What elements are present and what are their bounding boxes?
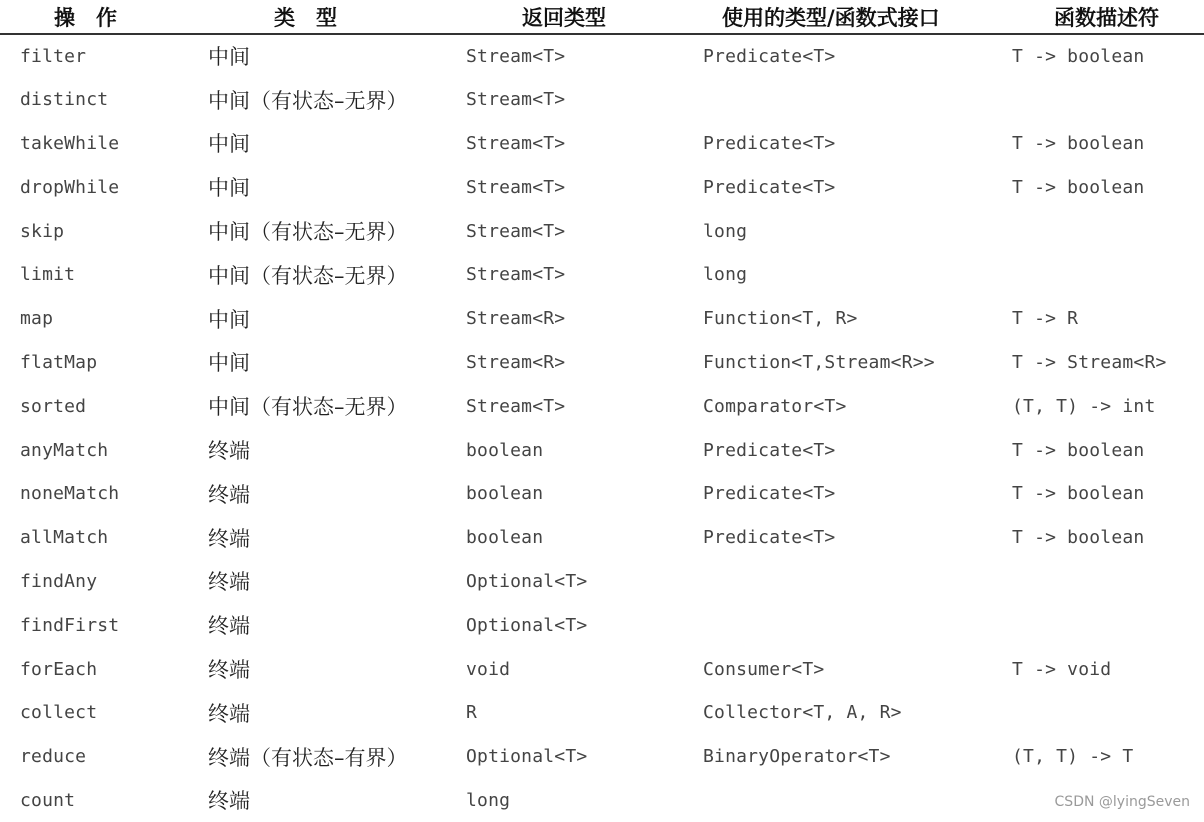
table-row — [0, 691, 1204, 735]
cell-interface — [703, 78, 1012, 122]
cell-return-type: Stream<T> — [466, 176, 566, 198]
table-row — [0, 122, 1204, 166]
cell-type: 中间 — [208, 45, 250, 70]
cell-descriptor — [1012, 560, 1204, 604]
cell-operation: anyMatch — [20, 439, 109, 461]
cell-type: 中间 — [208, 307, 250, 332]
cell-return-type: long — [466, 789, 511, 811]
cell-return-type: Stream<T> — [466, 132, 566, 154]
cell-descriptor: T -> Stream<R> — [1012, 351, 1167, 373]
cell-operation: flatMap — [20, 351, 98, 373]
cell-return-type: Stream<R> — [466, 308, 566, 330]
cell-interface: Function<T,Stream<R>> — [703, 351, 935, 373]
cell-type: 中间（有状态–无界） — [208, 395, 408, 420]
cell-type: 终端 — [208, 482, 250, 507]
cell-type: 终端 — [208, 526, 250, 551]
cell-return-type: boolean — [466, 439, 544, 461]
cell-descriptor: T -> R — [1012, 308, 1079, 330]
header-operation: 操 作 — [54, 5, 117, 30]
cell-interface: Predicate<T> — [703, 527, 836, 549]
cell-interface: Consumer<T> — [703, 658, 825, 680]
cell-return-type: Optional<T> — [466, 570, 588, 592]
cell-operation: distinct — [20, 89, 109, 111]
cell-operation: findFirst — [20, 614, 120, 636]
cell-interface: Predicate<T> — [703, 45, 836, 67]
cell-return-type: Stream<T> — [466, 220, 566, 242]
cell-interface — [703, 779, 1012, 822]
cell-type: 终端 — [208, 614, 250, 639]
cell-interface: Collector<T, A, R> — [703, 702, 902, 724]
cell-return-type: void — [466, 658, 511, 680]
cell-type: 终端 — [208, 789, 250, 814]
cell-operation: collect — [20, 702, 98, 724]
cell-return-type: boolean — [466, 483, 544, 505]
table-row — [0, 297, 1204, 341]
cell-operation: allMatch — [20, 527, 109, 549]
table-row — [0, 516, 1204, 560]
cell-operation: noneMatch — [20, 483, 120, 505]
cell-descriptor — [1012, 253, 1204, 297]
header-interface: 使用的类型/函数式接口 — [722, 5, 940, 30]
table-row — [0, 560, 1204, 604]
cell-type: 终端（有状态–有界） — [208, 745, 408, 770]
cell-type: 终端 — [208, 439, 250, 464]
cell-return-type: boolean — [466, 527, 544, 549]
cell-type: 中间 — [208, 132, 250, 157]
cell-interface: long — [703, 264, 748, 286]
cell-operation: dropWhile — [20, 176, 120, 198]
cell-interface — [703, 560, 1012, 604]
cell-operation: sorted — [20, 395, 87, 417]
cell-operation: skip — [20, 220, 65, 242]
cell-descriptor: T -> boolean — [1012, 483, 1145, 505]
cell-descriptor: T -> boolean — [1012, 176, 1145, 198]
table-row — [0, 472, 1204, 516]
table-row — [0, 647, 1204, 691]
table-row — [0, 603, 1204, 647]
cell-return-type: Stream<T> — [466, 45, 566, 67]
table-row — [0, 384, 1204, 428]
cell-return-type: Stream<T> — [466, 89, 566, 111]
cell-descriptor: T -> boolean — [1012, 527, 1145, 549]
cell-interface: Function<T, R> — [703, 308, 858, 330]
cell-interface: long — [703, 220, 748, 242]
cell-type: 终端 — [208, 570, 250, 595]
cell-type: 中间（有状态–无界） — [208, 88, 408, 113]
cell-type: 终端 — [208, 658, 250, 683]
cell-interface: Comparator<T> — [703, 395, 847, 417]
table-row — [0, 165, 1204, 209]
cell-type: 中间 — [208, 351, 250, 376]
cell-return-type: R — [466, 702, 478, 724]
cell-type: 中间 — [208, 176, 250, 201]
table-row — [0, 341, 1204, 385]
cell-operation: forEach — [20, 658, 98, 680]
cell-interface: Predicate<T> — [703, 483, 836, 505]
cell-descriptor: T -> boolean — [1012, 439, 1145, 461]
cell-interface: BinaryOperator<T> — [703, 746, 891, 768]
cell-interface: Predicate<T> — [703, 439, 836, 461]
header-descriptor: 函数描述符 — [1054, 5, 1159, 30]
table-row — [0, 78, 1204, 122]
cell-operation: count — [20, 789, 76, 811]
cell-type: 中间（有状态–无界） — [208, 220, 408, 245]
cell-interface: Predicate<T> — [703, 132, 836, 154]
cell-interface — [703, 603, 1012, 647]
table-header-row — [0, 0, 1204, 34]
header-return-type: 返回类型 — [522, 5, 606, 30]
table-row — [0, 34, 1204, 78]
cell-return-type: Stream<R> — [466, 351, 566, 373]
table-row — [0, 735, 1204, 779]
cell-descriptor — [1012, 78, 1204, 122]
cell-descriptor: T -> boolean — [1012, 132, 1145, 154]
table-row — [0, 209, 1204, 253]
cell-descriptor: T -> void — [1012, 658, 1112, 680]
cell-descriptor: (T, T) -> T — [1012, 746, 1134, 768]
cell-operation: takeWhile — [20, 132, 120, 154]
table-row — [0, 779, 1204, 822]
cell-type: 中间（有状态–无界） — [208, 263, 408, 288]
cell-operation: findAny — [20, 570, 98, 592]
cell-interface: Predicate<T> — [703, 176, 836, 198]
cell-operation: filter — [20, 45, 87, 67]
cell-return-type: Optional<T> — [466, 614, 588, 636]
cell-descriptor: (T, T) -> int — [1012, 395, 1156, 417]
cell-operation: map — [20, 308, 54, 330]
watermark: CSDN @lyingSeven — [1054, 794, 1190, 810]
header-type: 类 型 — [274, 5, 337, 30]
cell-return-type: Stream<T> — [466, 395, 566, 417]
table-row — [0, 253, 1204, 297]
table-row — [0, 428, 1204, 472]
cell-type: 终端 — [208, 701, 250, 726]
cell-descriptor: T -> boolean — [1012, 45, 1145, 67]
cell-descriptor — [1012, 209, 1204, 253]
cell-descriptor — [1012, 691, 1204, 735]
cell-descriptor — [1012, 603, 1204, 647]
cell-return-type: Optional<T> — [466, 746, 588, 768]
cell-operation: reduce — [20, 746, 87, 768]
cell-operation: limit — [20, 264, 76, 286]
cell-return-type: Stream<T> — [466, 264, 566, 286]
